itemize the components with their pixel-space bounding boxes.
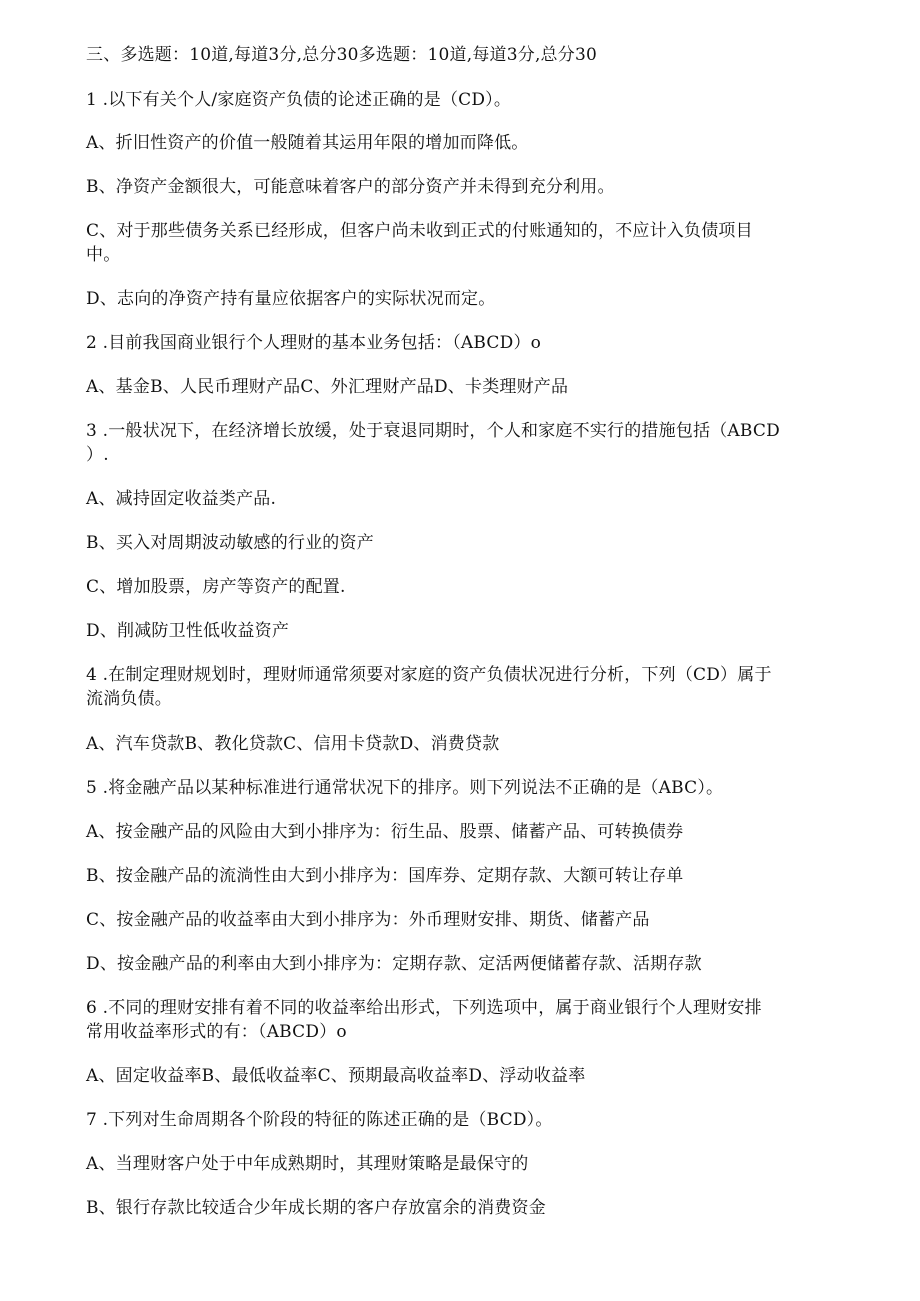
section-header: 三、多选题：10道,每道3分,总分30多选题：10道,每道3分,总分30: [86, 45, 597, 65]
question-5-option-b: B、按金融产品的流淌性由大到小排序为：国库券、定期存款、大额可转让存单: [86, 866, 684, 886]
question-5-option-a: A、按金融产品的风险由大到小排序为：衍生品、股票、储蓄产品、可转换债券: [86, 822, 684, 842]
question-2-stem: 2 .目前我国商业银行个人理财的基本业务包括：（ABCD）o: [86, 333, 542, 353]
question-4-stem: 4 .在制定理财规划时，理财师通常须要对家庭的资产负债状况进行分析，下列（CD）属于: [86, 665, 772, 685]
question-7-stem: 7 .下列对生命周期各个阶段的特征的陈述正确的是（BCD）。: [86, 1110, 553, 1130]
question-6-options: A、固定收益率B、最低收益率C、预期最高收益率D、浮动收益率: [86, 1066, 586, 1086]
question-1-option-d: D、志向的净资产持有量应依据客户的实际状况而定。: [86, 289, 496, 309]
question-6-stem: 6 .不同的理财安排有着不同的收益率给出形式，下列选项中，属于商业银行个人理财安排: [86, 998, 762, 1018]
question-5-option-d: D、按金融产品的利率由大到小排序为：定期存款、定活两便储蓄存款、活期存款: [86, 954, 702, 974]
question-3-option-b: B、买入对周期波动敏感的行业的资产: [86, 533, 374, 553]
question-1-option-c: C、对于那些债务关系已经形成，但客户尚未收到正式的付账通知的，不应计入负债项目: [86, 221, 753, 241]
question-7-option-b: B、银行存款比较适合少年成长期的客户存放富余的消费资金: [86, 1198, 546, 1218]
question-7-option-a: A、当理财客户处于中年成熟期时，其理财策略是最保守的: [86, 1154, 529, 1174]
question-3-option-d: D、削减防卫性低收益资产: [86, 621, 290, 641]
question-2-options: A、基金B、人民币理财产品C、外汇理财产品D、卡类理财产品: [86, 377, 569, 397]
question-1-option-a: A、折旧性资产的价值一般随着其运用年限的增加而降低。: [86, 133, 529, 153]
question-1-option-b: B、净资产金额很大，可能意味着客户的部分资产并未得到充分利用。: [86, 177, 615, 197]
question-6-stem-continued: 常用收益率形式的有：（ABCD）o: [86, 1022, 347, 1042]
question-4-stem-continued: 流淌负债。: [86, 689, 172, 709]
question-5-option-c: C、按金融产品的收益率由大到小排序为：外币理财安排、期货、储蓄产品: [86, 910, 650, 930]
question-3-option-c: C、增加股票，房产等资产的配置.: [86, 577, 346, 597]
question-1-option-c-continued: 中。: [86, 245, 121, 265]
question-3-stem: 3 .一般状况下，在经济增长放缓，处于衰退同期时，个人和家庭不实行的措施包括（ABCD: [86, 421, 780, 441]
question-5-stem: 5 .将金融产品以某种标准进行通常状况下的排序。则下列说法不正确的是（ABC）。: [86, 778, 724, 798]
question-3-option-a: A、减持固定收益类产品.: [86, 489, 277, 509]
question-4-options: A、汽车贷款B、教化贷款C、信用卡贷款D、消费贷款: [86, 734, 500, 754]
question-3-stem-continued: ）.: [86, 445, 109, 465]
question-1-stem: 1 .以下有关个人/家庭资产负债的论述正确的是（CD）。: [86, 90, 512, 110]
